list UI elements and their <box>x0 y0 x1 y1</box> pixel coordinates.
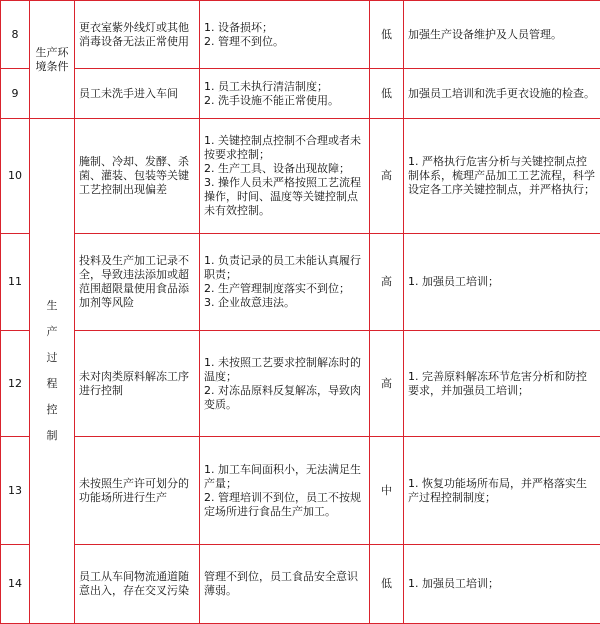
measure-item: 1. 加强员工培训； <box>408 577 596 591</box>
control-measures <box>404 1 600 69</box>
category-process-label: 生产过程控制 <box>45 293 59 449</box>
risk-description: 员工未洗手进入车间 <box>75 69 200 119</box>
risk-description: 更衣室紫外线灯或其他消毒设备无法正常使用 <box>75 1 200 69</box>
measure-item: 1. 加强员工培训； <box>408 275 596 289</box>
risk-causes <box>200 331 370 437</box>
cause-item: 2. 管理培训不到位，员工不按规定场所进行食品生产加工。 <box>204 491 365 519</box>
row-number: 11 <box>1 234 30 331</box>
cause-item: 1. 负责记录的员工未能认真履行职责； <box>204 254 365 282</box>
control-measures <box>404 437 600 545</box>
control-measures <box>404 545 600 624</box>
risk-level: 高 <box>370 119 404 234</box>
risk-level: 高 <box>370 234 404 331</box>
cause-item: 2. 生产管理制度落实不到位； <box>204 282 365 296</box>
cause-item: 1. 员工未执行清洁制度； <box>204 80 365 94</box>
table-row <box>1 437 600 545</box>
table-row <box>1 1 600 69</box>
risk-causes <box>200 1 370 69</box>
risk-description: 腌制、冷却、发酵、杀菌、灌装、包装等关键工艺控制出现偏差 <box>75 119 200 234</box>
cause-item: 1. 关键控制点控制不合理或者未按要求控制； <box>204 134 365 162</box>
row-number: 14 <box>1 545 30 624</box>
risk-description: 投料及生产加工记录不全，导致违法添加或超范围超限量使用食品添加剂等风险 <box>75 234 200 331</box>
cause-item: 3. 操作人员未严格按照工艺流程操作，时间、温度等关键控制点未有效控制。 <box>204 176 365 218</box>
risk-description: 员工从车间物流通道随意出入，存在交叉污染 <box>75 545 200 624</box>
measure-item: 1. 完善原料解冻环节危害分析和防控要求，并加强员工培训； <box>408 370 596 398</box>
risk-causes <box>200 119 370 234</box>
cause-item: 2. 生产工具、设备出现故障； <box>204 162 365 176</box>
measure-item: 加强生产设备维护及人员管理。 <box>408 28 596 42</box>
risk-level: 中 <box>370 437 404 545</box>
category-env: 生产环境条件 <box>30 1 75 119</box>
cause-item: 1. 加工车间面积小，无法满足生产量； <box>204 463 365 491</box>
risk-level: 低 <box>370 1 404 69</box>
risk-level: 高 <box>370 331 404 437</box>
risk-level: 低 <box>370 69 404 119</box>
cause-item: 管理不到位，员工食品安全意识薄弱。 <box>204 570 365 598</box>
cause-item: 2. 管理不到位。 <box>204 35 365 49</box>
risk-description: 未按照生产许可划分的功能场所进行生产 <box>75 437 200 545</box>
cause-item: 2. 对冻品原料反复解冻，导致肉变质。 <box>204 384 365 412</box>
row-number: 10 <box>1 119 30 234</box>
table-row <box>1 234 600 331</box>
measure-item: 加强员工培训和洗手更衣设施的检查。 <box>408 87 596 101</box>
category-process <box>30 119 75 624</box>
table-row <box>1 331 600 437</box>
row-number: 12 <box>1 331 30 437</box>
row-number: 9 <box>1 69 30 119</box>
risk-causes <box>200 545 370 624</box>
row-number: 8 <box>1 1 30 69</box>
risk-causes <box>200 437 370 545</box>
risk-causes <box>200 234 370 331</box>
cause-item: 2. 洗手设施不能正常使用。 <box>204 94 365 108</box>
table-row <box>1 119 600 234</box>
cause-item: 1. 未按照工艺要求控制解冻时的温度； <box>204 356 365 384</box>
risk-level: 低 <box>370 545 404 624</box>
cause-item: 3. 企业故意违法。 <box>204 296 365 310</box>
control-measures <box>404 331 600 437</box>
table-row <box>1 69 600 119</box>
risk-description: 未对肉类原料解冻工序进行控制 <box>75 331 200 437</box>
row-number: 13 <box>1 437 30 545</box>
measure-item: 1. 恢复功能场所布局，并严格落实生产过程控制制度； <box>408 477 596 505</box>
control-measures <box>404 119 600 234</box>
risk-causes <box>200 69 370 119</box>
control-measures <box>404 69 600 119</box>
measure-item: 1. 严格执行危害分析与关键控制点控制体系，梳理产品加工工艺流程，科学设定各工序关键控制点，并严格执行； <box>408 155 596 197</box>
cause-item: 1. 设备损坏； <box>204 21 365 35</box>
table-row <box>1 545 600 624</box>
control-measures <box>404 234 600 331</box>
